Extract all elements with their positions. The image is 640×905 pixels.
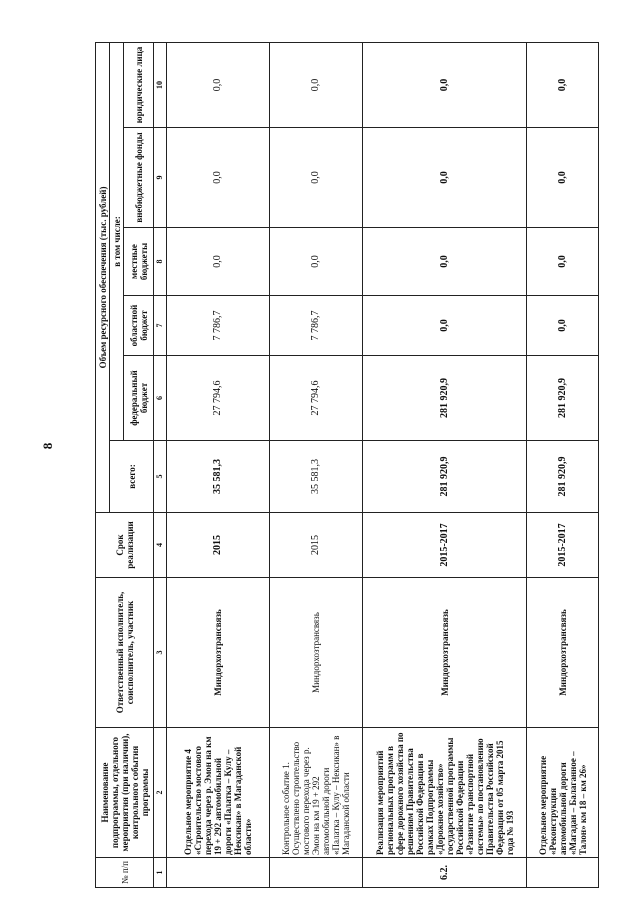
row-name: Отдельное мероприятие 4 «Строительство мостового перехода через р. Эмон на км 19 + 292 автомобильной дороги «Палатка – Кулу – Нексикан» в Магаданской области» [167,728,270,858]
row-period: 2015 [167,513,270,578]
header-total: всего: [110,441,154,513]
row-regional: 0,0 [527,296,599,356]
header-local: местные бюджеты [124,228,154,296]
row-federal: 27 794,6 [167,356,270,441]
table-row [167,42,270,887]
header-including: в том числе: [110,42,124,440]
header-federal: федеральный бюджет [124,356,154,441]
header-period: Срок реализации [96,513,154,578]
column-number: 4 [154,513,167,578]
row-legal: 0,0 [270,42,363,127]
row-local: 0,0 [527,228,599,296]
row-extrabudget: 0,0 [527,128,599,228]
rotated-table-container [95,43,605,888]
row-responsible: Миндорхозтрансвязь [167,578,270,728]
column-number: 2 [154,728,167,858]
row-name: Реализация мероприятий региональных программ в сфере дорожного хозяйства по решениям Правительства Российской Федерации в рамках Подпрограммы «Дорожное хозяйство» государственной программы Российской Федерации «Развитие транспортной системы» по постановлению Правительства Российской Федерации от 05 марта 2015 года № 193 [363,728,527,858]
table-row [527,42,599,887]
row-num [270,858,363,888]
header-regional: областной бюджет [124,296,154,356]
table-row [270,42,363,887]
row-total: 281 920,9 [363,441,527,513]
header-legal: юридические лица [124,42,154,127]
column-number: 5 [154,441,167,513]
row-total: 35 581,3 [167,441,270,513]
row-responsible: Миндорхозтрансвязь [270,578,363,728]
column-number: 8 [154,228,167,296]
row-federal: 281 920,9 [363,356,527,441]
row-num [527,858,599,888]
row-extrabudget: 0,0 [363,128,527,228]
row-period: 2015 [270,513,363,578]
row-responsible: Миндорхозтрансвязь [363,578,527,728]
column-number: 10 [154,42,167,127]
table-row [363,42,527,887]
row-extrabudget: 0,0 [270,128,363,228]
row-name: Контрольное событие 1. Осуществлено строительство мостового перехода через р. Эмон на км 19 + 292 автомобильной дороги «Палатка – Кулу – Нексикан» в Магаданской области [270,728,363,858]
row-regional: 7 786,7 [167,296,270,356]
row-responsible: Миндорхозтрансвязь [527,578,599,728]
row-num [167,858,270,888]
row-local: 0,0 [363,228,527,296]
row-total: 281 920,9 [527,441,599,513]
row-regional: 0,0 [363,296,527,356]
column-number: 1 [154,858,167,888]
row-local: 0,0 [270,228,363,296]
header-extrabudget: внебюджетные фонды [124,128,154,228]
row-period: 2015-2017 [527,513,599,578]
row-legal: 0,0 [363,42,527,127]
row-total: 35 581,3 [270,441,363,513]
column-number: 3 [154,578,167,728]
resource-table [95,42,599,888]
row-federal: 27 794,6 [270,356,363,441]
row-local: 0,0 [167,228,270,296]
header-name: Наименование подпрограммы, отдельного мероприятия (при наличии), контрольного события программы [96,728,154,858]
row-period: 2015-2017 [363,513,527,578]
header-num: № п/п [96,858,154,888]
header-resource-group: Объем ресурсного обеспечения (тыс. рублей) [96,42,110,512]
page-number: 8 [40,442,55,450]
column-number: 9 [154,128,167,228]
column-number-row [154,42,167,887]
row-extrabudget: 0,0 [167,128,270,228]
row-legal: 0,0 [527,42,599,127]
row-name: Отдельное мероприятие «Реконструкция автомобильной дороги «Магадан – Балаганное – Талон» км 18 – км 26» [527,728,599,858]
column-number: 6 [154,356,167,441]
row-num: 6.2. [363,858,527,888]
table-header [96,42,167,887]
row-regional: 7 786,7 [270,296,363,356]
row-federal: 281 920,9 [527,356,599,441]
column-number: 7 [154,296,167,356]
header-responsible: Ответственный исполнитель, соисполнитель, участник [96,578,154,728]
row-legal: 0,0 [167,42,270,127]
